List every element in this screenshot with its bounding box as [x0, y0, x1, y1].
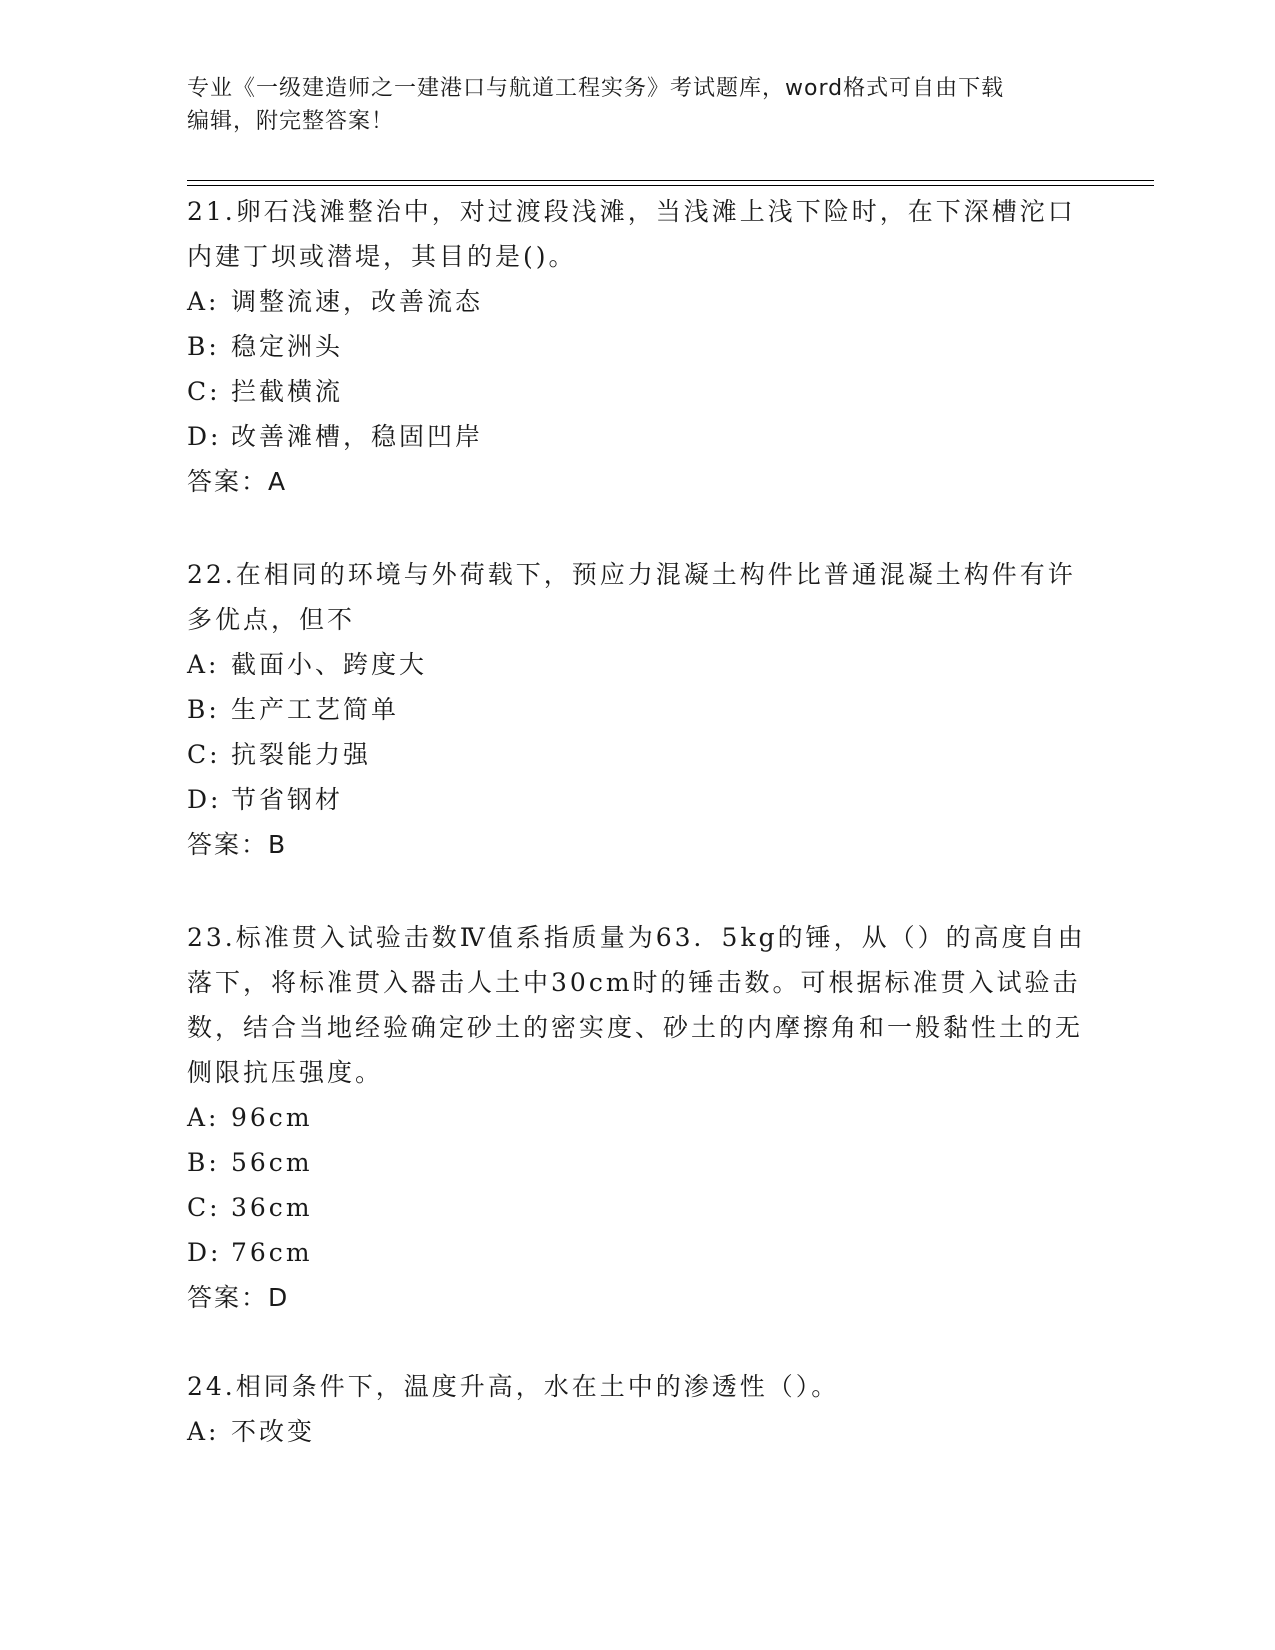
option-b [187, 324, 1087, 369]
document-header [187, 72, 1067, 138]
option-text: 稳定洲头 [231, 332, 344, 361]
question-body: 相同条件下，温度升高，水在土中的渗透性（）。 [235, 1372, 840, 1401]
option-text: 节省钢材 [231, 785, 344, 814]
option-a [187, 279, 1087, 324]
option-key: A: [187, 1103, 220, 1132]
option-text: 调整流速，改善流态 [231, 287, 484, 316]
header-divider-top [187, 180, 1154, 181]
option-key: A: [187, 650, 220, 679]
option-text: 56cm [231, 1148, 313, 1177]
option-b [187, 1140, 1087, 1185]
option-key: C: [187, 740, 221, 769]
question-body: 标准贯入试验击数Ⅳ值系指质量为63．5kg的锤，从（）的高度自由落下，将标准贯入器击人土中30cm时的锤击数。可根据标准贯入试验击数，结合当地经验确定砂土的密实度、砂土的内摩擦角和一般黏性土的无侧限抗压强度。 [187, 923, 1086, 1087]
option-text: 36cm [231, 1193, 313, 1222]
question-number: 21. [187, 197, 236, 226]
answer-line: 答案：B [187, 830, 288, 859]
question-text [187, 552, 1087, 642]
option-c [187, 732, 1087, 777]
option-d [187, 1230, 1087, 1275]
option-c [187, 1185, 1087, 1230]
option-text: 拦截横流 [231, 377, 344, 406]
option-text: 76cm [231, 1238, 313, 1267]
option-key: B: [187, 695, 220, 724]
option-d [187, 777, 1087, 822]
header-line-1: 专业《一级建造师之一建港口与航道工程实务》考试题库，word格式可自由下载 [187, 76, 1005, 101]
question-body: 在相同的环境与外荷载下，预应力混凝土构件比普通混凝土构件有许多优点，但不 [187, 560, 1076, 634]
option-key: C: [187, 1193, 221, 1222]
question-23 [187, 915, 1087, 1320]
option-a [187, 1095, 1087, 1140]
option-a [187, 1409, 1087, 1454]
option-key: B: [187, 332, 220, 361]
option-key: D: [187, 422, 222, 451]
option-key: B: [187, 1148, 220, 1177]
option-text: 96cm [231, 1103, 313, 1132]
option-text: 生产工艺简单 [231, 695, 400, 724]
question-24 [187, 1364, 1087, 1454]
option-key: D: [187, 785, 222, 814]
option-key: A: [187, 1417, 220, 1446]
question-number: 22. [187, 560, 236, 589]
question-22 [187, 552, 1087, 867]
answer-line: 答案：A [187, 467, 288, 496]
question-number: 23. [187, 923, 236, 952]
option-key: C: [187, 377, 221, 406]
option-text: 不改变 [231, 1417, 316, 1446]
question-text [187, 189, 1087, 279]
option-text: 抗裂能力强 [231, 740, 372, 769]
option-d [187, 414, 1087, 459]
option-b [187, 687, 1087, 732]
option-key: D: [187, 1238, 222, 1267]
question-text [187, 915, 1087, 1095]
option-key: A: [187, 287, 220, 316]
answer-line: 答案：D [187, 1283, 290, 1312]
option-a [187, 642, 1087, 687]
header-line-2: 编辑，附完整答案！ [187, 109, 395, 134]
option-c [187, 369, 1087, 414]
option-text: 截面小、跨度大 [231, 650, 428, 679]
question-number: 24. [187, 1372, 236, 1401]
question-21 [187, 189, 1087, 504]
question-text [187, 1364, 1087, 1409]
option-text: 改善滩槽，稳固凹岸 [231, 422, 484, 451]
question-body: 卵石浅滩整治中，对过渡段浅滩，当浅滩上浅下险时，在下深槽沱口内建丁坝或潜堤，其目的是()。 [187, 197, 1076, 271]
header-divider-bottom [187, 185, 1154, 186]
